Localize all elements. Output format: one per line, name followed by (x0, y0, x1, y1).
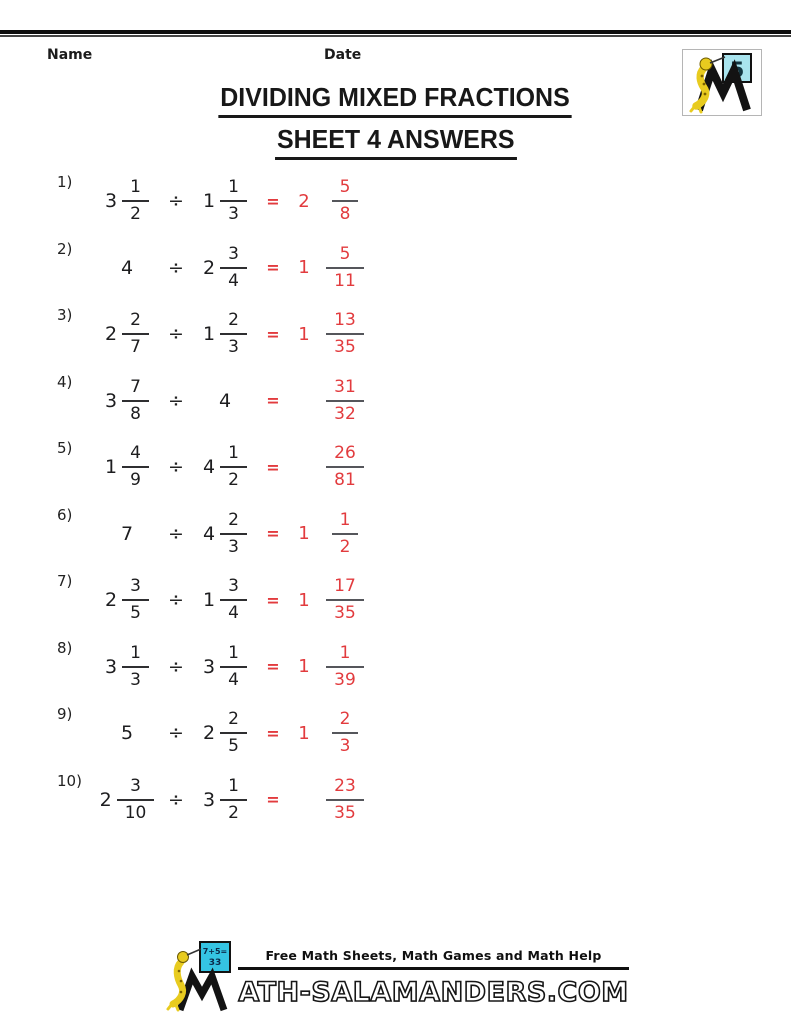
equals-sign: = (266, 391, 280, 411)
dividend-numerator: 1 (130, 177, 141, 198)
divisor-denominator: 2 (228, 470, 239, 491)
footer-brand (0, 940, 791, 1014)
dividend-fraction (122, 378, 149, 424)
worksheet-title: DIVIDING MIXED FRACTIONS (219, 82, 572, 118)
divisor (191, 777, 259, 823)
divisor (191, 511, 259, 557)
dividend-whole: 3 (105, 190, 118, 213)
dividend-denominator: 7 (130, 337, 141, 358)
divisor-fraction (220, 577, 247, 623)
divisor (191, 644, 259, 690)
number-card-value: 5 (729, 58, 745, 82)
answer-numerator: 5 (339, 243, 351, 264)
divisor-denominator: 3 (228, 204, 239, 225)
divisor-whole: 4 (203, 456, 216, 479)
dividend-numerator: 1 (130, 642, 141, 663)
dividend (93, 644, 161, 690)
problem-row (0, 767, 560, 834)
divisor-numerator: 1 (228, 775, 239, 796)
answer-numerator: 31 (334, 376, 356, 397)
dividend-whole: 3 (105, 655, 118, 678)
answer-numerator: 17 (334, 576, 356, 597)
answer-fraction-slot (321, 311, 369, 357)
problem-number: 3) (57, 306, 73, 324)
dividend (93, 777, 161, 823)
top-divider-thick-line (0, 30, 791, 34)
answer-denominator: 32 (334, 403, 356, 424)
divisor-numerator: 3 (228, 243, 239, 264)
dividend-whole: 7 (120, 522, 134, 545)
divisor-whole: 2 (203, 256, 216, 279)
problem-number: 10) (57, 771, 82, 790)
dividend-denominator: 10 (124, 802, 147, 823)
divisor-fraction (220, 444, 247, 490)
answer-fraction-slot (321, 577, 369, 623)
board-sum-line1: 7+5= (203, 947, 228, 956)
divisor-numerator: 3 (228, 576, 239, 597)
dividend-fraction (117, 777, 155, 823)
divisor-whole: 1 (203, 589, 216, 612)
divisor-whole: 3 (203, 655, 216, 678)
footer-salamander-logo (162, 940, 234, 1014)
dividend (93, 444, 161, 490)
problem-number: 4) (57, 372, 73, 391)
answer-denominator: 35 (334, 802, 356, 823)
problem-row (0, 368, 560, 435)
equals-sign: = (266, 457, 280, 477)
equals-sign: = (266, 524, 280, 544)
dividend (93, 178, 161, 224)
top-divider (0, 30, 791, 37)
divisor (191, 577, 259, 623)
answer-whole: 1 (298, 523, 310, 545)
divide-sign: ÷ (168, 722, 184, 745)
dividend (93, 311, 161, 357)
divisor-denominator: 4 (228, 603, 239, 624)
dividend-whole: 5 (120, 722, 134, 745)
divisor-fraction (220, 245, 247, 291)
dividend-whole: 1 (105, 456, 118, 479)
answer-fraction (332, 178, 359, 224)
divisor-fraction (220, 311, 247, 357)
answer-whole: 2 (298, 190, 310, 212)
answer-denominator: 81 (334, 470, 356, 491)
problem-list (0, 168, 560, 833)
divide-sign: ÷ (168, 190, 184, 213)
divisor-denominator: 3 (228, 536, 239, 557)
answer-numerator: 2 (339, 709, 351, 730)
divisor-numerator: 2 (228, 310, 239, 331)
divide-sign: ÷ (168, 256, 184, 279)
answer-whole: 1 (298, 257, 310, 279)
divisor-numerator: 2 (228, 709, 239, 730)
divisor (191, 178, 259, 224)
answer-fraction-slot (321, 511, 369, 557)
problem-row (0, 301, 560, 368)
answer-whole: 1 (298, 656, 310, 678)
divisor (191, 390, 259, 412)
answer-numerator: 13 (334, 310, 356, 331)
problem-row (0, 700, 560, 767)
divisor-whole: 1 (203, 323, 216, 346)
dividend-denominator: 8 (130, 403, 141, 424)
answer-numerator: 1 (339, 509, 351, 530)
answer-numerator: 26 (334, 443, 356, 464)
answer-numerator: 23 (334, 775, 356, 796)
footer-rule (238, 967, 628, 970)
problem-number: 2) (57, 239, 73, 258)
answer-fraction (332, 511, 359, 557)
divisor-denominator: 4 (228, 270, 239, 291)
answer-fraction-slot (321, 710, 369, 756)
divisor-fraction (220, 710, 247, 756)
dividend-fraction (122, 444, 149, 490)
dividend (93, 577, 161, 623)
divisor-fraction (220, 644, 247, 690)
answer-fraction-slot (321, 178, 369, 224)
divisor-whole: 2 (203, 722, 216, 745)
problem-row (0, 501, 560, 568)
dividend-whole: 4 (120, 256, 134, 279)
equals-sign: = (266, 723, 280, 743)
answer-fraction (326, 577, 364, 623)
answer-fraction (326, 378, 364, 424)
dividend-fraction (122, 644, 149, 690)
answer-fraction (326, 245, 364, 291)
equals-sign: = (266, 790, 280, 810)
dividend-numerator: 2 (130, 310, 141, 331)
worksheet-subtitle: SHEET 4 ANSWERS (275, 124, 516, 160)
footer-site-name: ATH-SALAMANDERS.COM (238, 977, 629, 1009)
dividend-fraction (122, 178, 149, 224)
answer-fraction-slot (321, 444, 369, 490)
problem-row (0, 434, 560, 501)
divisor-denominator: 5 (228, 736, 239, 757)
answer-fraction-slot (321, 245, 369, 291)
title-line-1 (0, 82, 791, 118)
problem-number: 5) (57, 439, 73, 457)
divide-sign: ÷ (168, 655, 184, 678)
divide-sign: ÷ (168, 323, 184, 346)
problem-row (0, 168, 560, 235)
divisor-whole: 1 (203, 190, 216, 213)
answer-fraction-slot (321, 777, 369, 823)
problem-number: 8) (57, 638, 73, 657)
dividend-denominator: 3 (130, 669, 141, 690)
answer-whole: 1 (298, 722, 310, 744)
dividend-whole: 2 (105, 589, 118, 612)
answer-denominator: 11 (334, 270, 356, 291)
answer-fraction (326, 644, 364, 690)
dividend (93, 722, 161, 744)
divide-sign: ÷ (168, 456, 184, 479)
divisor-whole: 3 (203, 788, 216, 811)
answer-denominator: 35 (334, 337, 356, 358)
divisor-numerator: 2 (228, 509, 239, 530)
divisor-denominator: 2 (228, 802, 239, 823)
problem-number: 7) (57, 572, 73, 590)
answer-fraction (332, 710, 359, 756)
problem-row (0, 235, 560, 302)
dividend-whole: 3 (105, 389, 118, 412)
divide-sign: ÷ (168, 389, 184, 412)
divisor (191, 245, 259, 291)
divisor-fraction (220, 511, 247, 557)
divisor-fraction (220, 777, 247, 823)
dividend-numerator: 4 (130, 443, 141, 464)
answer-denominator: 35 (334, 603, 356, 624)
divisor (191, 444, 259, 490)
answer-fraction-slot (321, 378, 369, 424)
board-sum-line2: 33 (209, 958, 222, 968)
dividend-whole: 2 (105, 323, 118, 346)
equals-sign: = (266, 324, 280, 344)
divisor-numerator: 1 (228, 443, 239, 464)
dividend-numerator: 3 (130, 576, 141, 597)
equals-sign: = (266, 590, 280, 610)
dividend-numerator: 7 (130, 376, 141, 397)
equals-sign: = (266, 191, 280, 211)
answer-whole: 1 (298, 323, 310, 345)
problem-number: 6) (57, 505, 73, 524)
dividend-numerator: 3 (130, 775, 141, 796)
answer-fraction (326, 777, 364, 823)
answer-denominator: 2 (339, 536, 351, 557)
dividend-fraction (122, 311, 149, 357)
divisor-denominator: 4 (228, 669, 239, 690)
divide-sign: ÷ (168, 788, 184, 811)
dividend-denominator: 2 (130, 204, 141, 225)
divisor-numerator: 1 (228, 177, 239, 198)
dividend-fraction (122, 577, 149, 623)
problem-row (0, 567, 560, 634)
footer-tagline-block (238, 940, 628, 970)
m-letter-icon (180, 976, 224, 1010)
equals-sign: = (266, 657, 280, 677)
divisor-denominator: 3 (228, 337, 239, 358)
problem-row (0, 634, 560, 701)
answer-numerator: 1 (339, 642, 351, 663)
dividend-denominator: 5 (130, 603, 141, 624)
dividend-denominator: 9 (130, 470, 141, 491)
answer-fraction (326, 311, 364, 357)
date-label: Date (324, 47, 362, 63)
dividend-whole: 2 (99, 788, 112, 811)
dividend (93, 257, 161, 279)
divisor (191, 710, 259, 756)
name-label: Name (47, 47, 93, 63)
divisor-numerator: 1 (228, 642, 239, 663)
dividend (93, 523, 161, 545)
divide-sign: ÷ (168, 589, 184, 612)
dividend (93, 378, 161, 424)
problem-number: 1) (57, 173, 73, 191)
answer-fraction-slot (321, 644, 369, 690)
answer-fraction (326, 444, 364, 490)
answer-numerator: 5 (339, 177, 351, 198)
answer-whole: 1 (298, 589, 310, 611)
answer-denominator: 8 (339, 204, 351, 225)
problem-number: 9) (57, 705, 73, 723)
divisor (191, 311, 259, 357)
divisor-fraction (220, 178, 247, 224)
divide-sign: ÷ (168, 522, 184, 545)
divisor-whole: 4 (203, 522, 216, 545)
answer-denominator: 3 (339, 736, 351, 757)
divisor-whole: 4 (218, 389, 232, 412)
answer-denominator: 39 (334, 669, 356, 690)
top-divider-thin-line (0, 35, 791, 37)
title-line-2 (0, 124, 791, 160)
footer-tagline: Free Math Sheets, Math Games and Math Help (265, 948, 602, 963)
equals-sign: = (266, 258, 280, 278)
